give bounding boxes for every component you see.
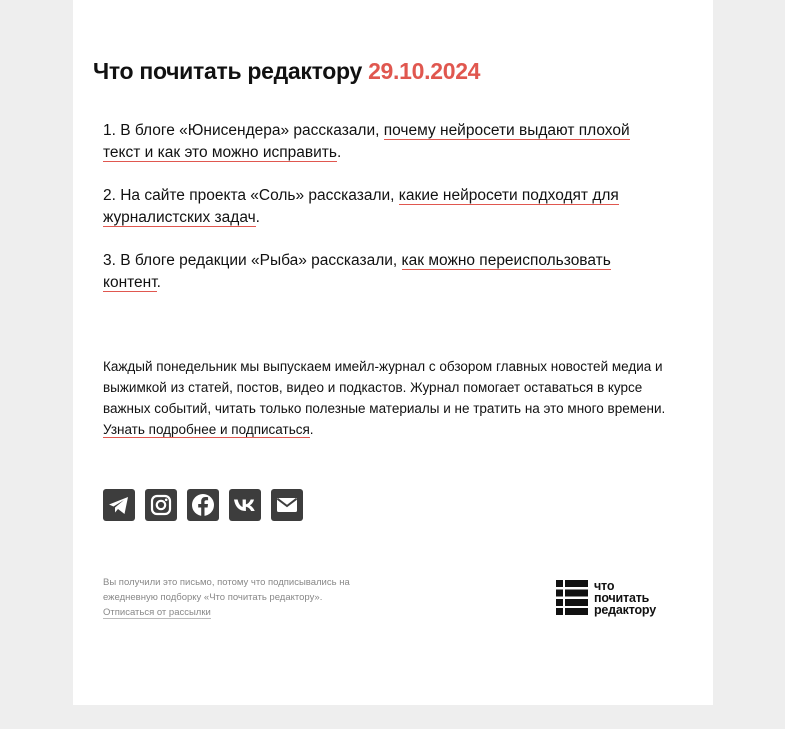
article-link[interactable]: какие нейросети подходят для журналистских задач bbox=[103, 187, 619, 226]
subscribe-link[interactable]: Узнать подробнее и подписаться bbox=[103, 422, 310, 437]
social-links bbox=[103, 489, 303, 521]
unsubscribe-link[interactable]: Отписаться от рассылки bbox=[103, 607, 211, 618]
title-text: Что почитать редактору bbox=[93, 58, 362, 84]
facebook-icon[interactable] bbox=[187, 489, 219, 521]
issue-date: 29.10.2024 bbox=[368, 58, 481, 84]
email-icon[interactable] bbox=[271, 489, 303, 521]
brand-logo[interactable] bbox=[556, 580, 656, 616]
vk-icon[interactable] bbox=[229, 489, 261, 521]
article-link[interactable]: почему нейросети выдают плохой текст и как это можно исправить bbox=[103, 122, 630, 161]
email-card bbox=[73, 0, 713, 705]
list-item: 3. В блоге редакции «Рыба» рассказали, как можно переиспользовать контент. bbox=[103, 252, 611, 291]
list-item: 1. В блоге «Юнисендера» рассказали, почему нейросети выдают плохой текст и как это можно исправить. bbox=[103, 122, 630, 161]
list-item: 2. На сайте проекта «Соль» рассказали, какие нейросети подходят для журналистских задач. bbox=[103, 187, 619, 226]
about-paragraph: Каждый понедельник мы выпускаем имейл-журнал с обзором главных новостей медиа и выжимкой из статей, постов, видео и подкастов. Журнал помогает оставаться в курсе важных событий, читать только полезные материалы и не тратить на это много времени. Узнать подробнее и подписаться. bbox=[103, 359, 666, 437]
telegram-icon[interactable] bbox=[103, 489, 135, 521]
article-link[interactable]: как можно переиспользовать контент bbox=[103, 252, 611, 291]
page-title bbox=[93, 58, 480, 85]
logo-bars-icon bbox=[556, 580, 588, 615]
instagram-icon[interactable] bbox=[145, 489, 177, 521]
logo-text: что почитать редактору bbox=[594, 579, 656, 617]
footer-note: Вы получили это письмо, потому что подписывались на ежедневную подборку «Что почитать редактору». Отписаться от рассылки bbox=[103, 577, 350, 618]
